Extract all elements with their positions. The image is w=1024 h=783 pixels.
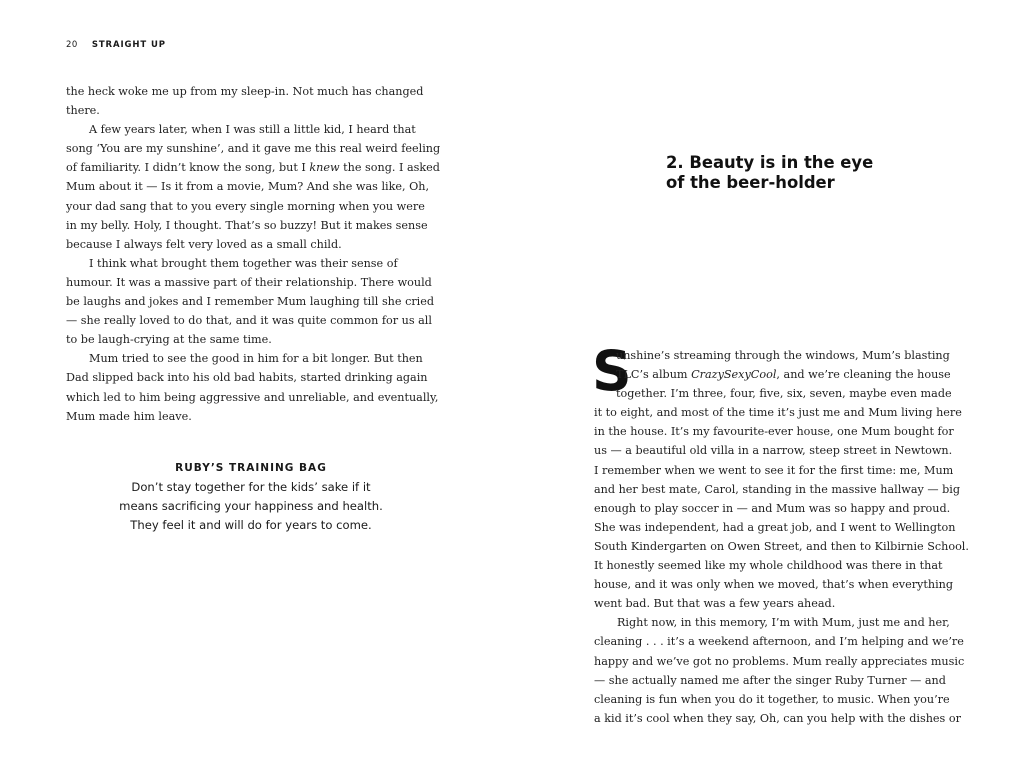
text-line: Mum about it — Is it from a movie, Mum? And she was like, Oh,: [66, 180, 430, 194]
text-line: together. I’m three, four, five, six, seven, maybe even made: [616, 387, 952, 401]
text-line: enough to play soccer in — and Mum was so happy and proud.: [594, 501, 951, 515]
text-line: Dad slipped back into his old bad habits, started drinking again: [66, 371, 428, 385]
text-line: your dad sang that to you every single morning when you were: [66, 199, 425, 213]
text-line: in the house. It’s my favourite-ever house, one Mum bought for: [594, 425, 954, 439]
text-line: I remember when we went to see it for the first time: me, Mum: [594, 463, 954, 477]
drop-cap: S: [592, 339, 632, 403]
text-line: because I always felt very loved as a small child.: [66, 237, 342, 251]
text-line: I think what brought them together was their sense of: [89, 256, 398, 270]
text-line: cleaning . . . it’s a weekend afternoon, and I’m helping and we’re: [594, 635, 964, 649]
page-number: 20: [66, 40, 78, 50]
text-line: the heck woke me up from my sleep-in. Not much has changed: [66, 85, 424, 98]
text-line: unshine’s streaming through the windows, Mum’s blasting: [616, 349, 950, 362]
text-line: a kid it’s cool when they say, Oh, can you help with the dishes or: [594, 711, 961, 725]
text-line: be laughs and jokes and I remember Mum laughing till she cried: [66, 295, 435, 309]
text-line: house, and it was only when we moved, that’s when everything: [594, 578, 954, 592]
text-line: went bad. But that was a few years ahead.: [594, 597, 836, 611]
text-line: Mum tried to see the good in him for a bit longer. But then: [89, 352, 423, 366]
training-bag-line: They feel it and will do for years to come.: [130, 518, 372, 533]
text-line: it to eight, and most of the time it’s just me and Mum living here: [594, 406, 962, 420]
text-line: and her best mate, Carol, standing in the massive hallway — big: [594, 482, 961, 496]
training-bag-line: Don’t stay together for the kids’ sake if it: [131, 480, 371, 494]
chapter-title-line: 2. Beauty is in the eye: [666, 153, 874, 172]
text-line: humour. It was a massive part of their relationship. There would: [66, 275, 432, 289]
training-bag-callout: [66, 459, 436, 536]
text-line: TLC’s album CrazySexyCool, and we’re cleaning the house: [616, 368, 951, 382]
text-line: in my belly. Holy, I thought. That’s so buzzy! But it makes sense: [66, 218, 428, 232]
text-line: It honestly seemed like my whole childhood was there in that: [594, 559, 943, 573]
text-line: us — a beautiful old villa in a narrow, steep street in Newtown.: [594, 444, 953, 458]
training-bag-title: RUBY’S TRAINING BAG: [175, 462, 327, 474]
text-line: She was independent, had a great job, and I went to Wellington: [594, 520, 956, 534]
training-bag-line: means sacrificing your happiness and health.: [119, 499, 383, 514]
text-line: A few years later, when I was still a little kid, I heard that: [89, 123, 416, 137]
text-line: South Kindergarten on Owen Street, and then to Kilbirnie School.: [594, 539, 969, 553]
text-line: to be laugh-crying at the same time.: [66, 333, 272, 347]
right-page: [512, 0, 1024, 783]
text-line: cleaning is fun when you do it together, to music. When you’re: [594, 692, 950, 706]
running-head: [66, 40, 166, 50]
text-line: of familiarity. I didn’t know the song, but I knew the song. I asked: [66, 161, 440, 175]
running-head-title: STRAIGHT UP: [91, 40, 166, 50]
left-body-text: [66, 82, 441, 426]
right-body-text: [592, 339, 972, 728]
text-line: — she actually named me after the singer Ruby Turner — and: [594, 673, 946, 687]
chapter-title-line: of the beer-holder: [666, 172, 835, 192]
chapter-title: [666, 153, 966, 192]
text-line: song ‘You are my sunshine’, and it gave me this real weird feeling: [66, 142, 441, 156]
text-line: Right now, in this memory, I’m with Mum, just me and her,: [617, 616, 950, 630]
text-line: there.: [66, 104, 100, 118]
text-line: happy and we’ve got no problems. Mum really appreciates music: [594, 654, 965, 668]
text-line: — she really loved to do that, and it was quite common for us all: [66, 314, 432, 328]
text-line: Mum made him leave.: [66, 409, 192, 423]
text-line: which led to him being aggressive and unreliable, and eventually,: [66, 390, 439, 404]
